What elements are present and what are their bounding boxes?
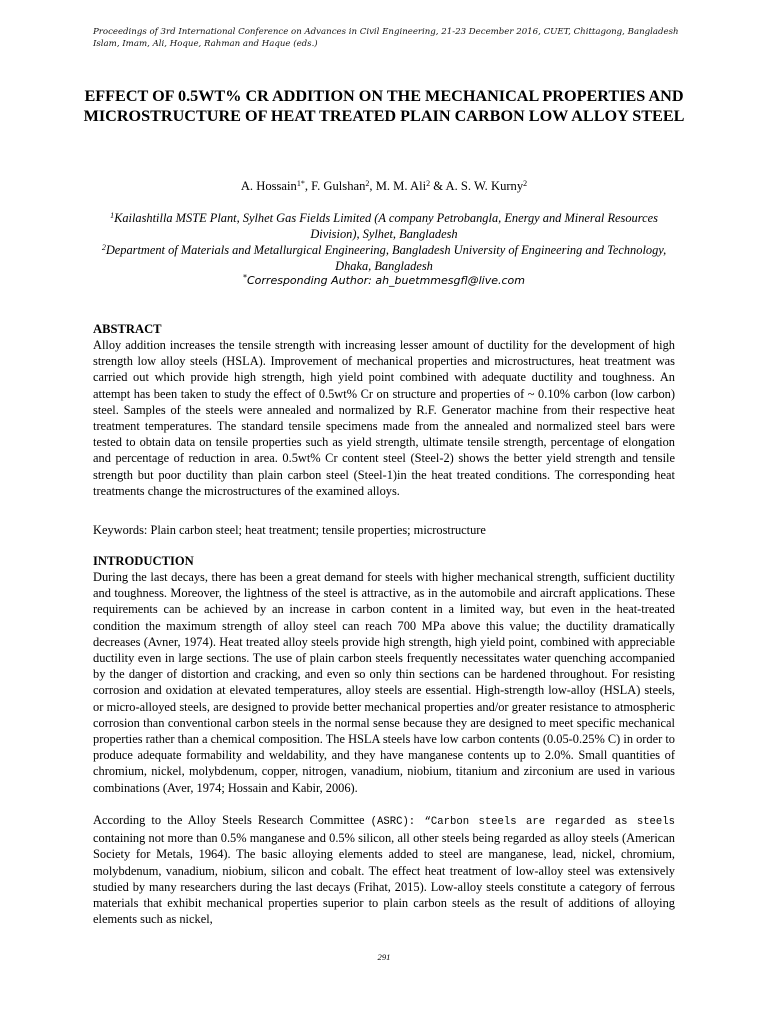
affiliation-1 bbox=[85, 210, 683, 242]
corresponding-email[interactable]: Corresponding Author: ah_buetmmesgfl@live.com bbox=[246, 274, 525, 287]
author-sup: 1* bbox=[296, 179, 305, 188]
introduction-paragraph-2 bbox=[93, 812, 675, 927]
introduction-heading: INTRODUCTION bbox=[93, 554, 194, 568]
author-name: F. Gulshan bbox=[311, 179, 366, 193]
author-separator: , bbox=[304, 179, 312, 193]
author-name: A. Hossain bbox=[240, 179, 297, 193]
abstract-heading: ABSTRACT bbox=[93, 322, 162, 336]
proceedings-line: Proceedings of 3rd International Conference on Advances in Civil Engineering, 21-23 December 2016, CUET, Chittagong, Bangladesh bbox=[93, 27, 679, 37]
introduction-paragraph-1: During the last decays, there has been a great demand for steels with higher mechanical strength, sufficient ductility and toughness. Moreover, the lightness of the steel is attractive, as in the automobile and aircraft applications. These requirements can be achieved by an increase in carbon content in a limited way, but even in the heat-treated condition the maximum strength of alloy steel can reach 700 MPa above this value; the ductility dramatically decreases (Avner, 1974). Heat treated alloy steels provide high strength, high yield point, combined with appreciable ductility even in large sections. The use of plain carbon steels frequently necessitates water quenching accompanied by the danger of distortion and cracking, and even so only thin sections can be hardened throughout. For resisting corrosion and oxidation at elevated temperatures, alloy steels are essential. High-strength low-alloy (HSLA) steels, or micro-alloyed steels, are designed to provide better mechanical properties and/or greater resistance to atmospheric corrosion than conventional carbon steels in the normal sense because they are designed to meet specific mechanical properties rather than a chemical composition. The HSLA steels have low carbon contents (0.05-0.25% C) in order to produce adequate formability and weldability, and they have manganese contents up to 2.0%. Small quantities of chromium, nickel, molybdenum, copper, nitrogen, vanadium, niobium, titanium and zirconium are used in various combinations (Aver, 1974; Hossain and Kabir, 2006). bbox=[93, 570, 675, 795]
keywords-line: Keywords: Plain carbon steel; heat treatment; tensile properties; microstructure bbox=[93, 523, 486, 537]
paper-title: EFFECT OF 0.5WT% CR ADDITION ON THE MECHANICAL PROPERTIES AND MICROSTRUCTURE OF HEAT TREATED PLAIN CARBON LOW ALLOY STEEL bbox=[83, 87, 685, 125]
affiliation-sup: 2 bbox=[101, 243, 106, 252]
author-name: M. M. Ali bbox=[375, 179, 427, 193]
affiliation-text: Kailashtilla MSTE Plant, Sylhet Gas Fields Limited (A company Petrobangla, Energy and Mineral Resources Division), Sylhet, Bangladesh bbox=[114, 211, 658, 241]
paragraph-text: containing not more than 0.5% manganese and 0.5% silicon, all other steels being regarded as alloy steels (American Society for Metals, 1964). The basic alloying elements added to steel are manganese, lead, nickel, chromium, molybdenum, vanadium, niobium, silicon and cobalt. The effect heat treatment of low-alloy steel was extensively studied by many researchers during the last decays (Frihat, 2015). Low-alloy steels constitute a category of ferrous materials that exhibit mechanical properties superior to plain carbon steels as the result of additions of alloying elements such as nickel, bbox=[93, 831, 675, 927]
affiliation-text: Department of Materials and Metallurgical Engineering, Bangladesh University of Engineering and Technology, Dhaka, Bangladesh bbox=[105, 243, 667, 273]
page-number: 291 bbox=[377, 952, 391, 962]
editors-line: Islam, Imam, Ali, Hoque, Rahman and Haque (eds.) bbox=[93, 39, 318, 49]
author-sup: 2 bbox=[365, 179, 370, 188]
author-separator: , bbox=[369, 179, 376, 193]
paragraph-text: According to the Alloy Steels Research Committee bbox=[93, 813, 371, 827]
author-name: A. S. W. Kurny bbox=[445, 179, 524, 193]
author-separator: & bbox=[430, 179, 446, 193]
quoted-definition: (ASRC): “Carbon steels are regarded as steels bbox=[370, 816, 675, 828]
running-header bbox=[93, 26, 683, 50]
author-list bbox=[70, 178, 698, 194]
author-sup: 2 bbox=[523, 179, 528, 188]
affiliation-sup: 1 bbox=[110, 211, 115, 220]
abstract-text: Alloy addition increases the tensile strength with increasing lesser amount of ductility for the development of high strength low alloy steels (HSLA). Improvement of mechanical properties and microstructures, heat treatment was carried out which provide high strength, high yield point combined with adequate ductility and toughness. An attempt has been taken to study the effect of 0.5wt% Cr on structure and properties of ~ 0.10% carbon (low carbon) steel. Samples of the steels were annealed and normalized by R.F. Generator machine from their respective heat treatment temperatures. The standard tensile specimens made from the annealed and normalized steel bars were tested to obtain data on tensile properties such as yield strength, ultimate tensile strength, percentage of elongation and percentage of reduction in area. 0.5wt% Cr content steel (Steel-2) shows the better yield strength and tensile strength but poor ductility than plain carbon steel (Steel-1)in the heat treated conditions. The corresponding heat treatments change the microstructures of the examined alloys. bbox=[93, 338, 675, 498]
author-sup: 2 bbox=[426, 179, 431, 188]
affiliation-2 bbox=[85, 242, 683, 274]
corresponding-author bbox=[85, 274, 683, 288]
corresponding-sup: * bbox=[242, 273, 247, 282]
